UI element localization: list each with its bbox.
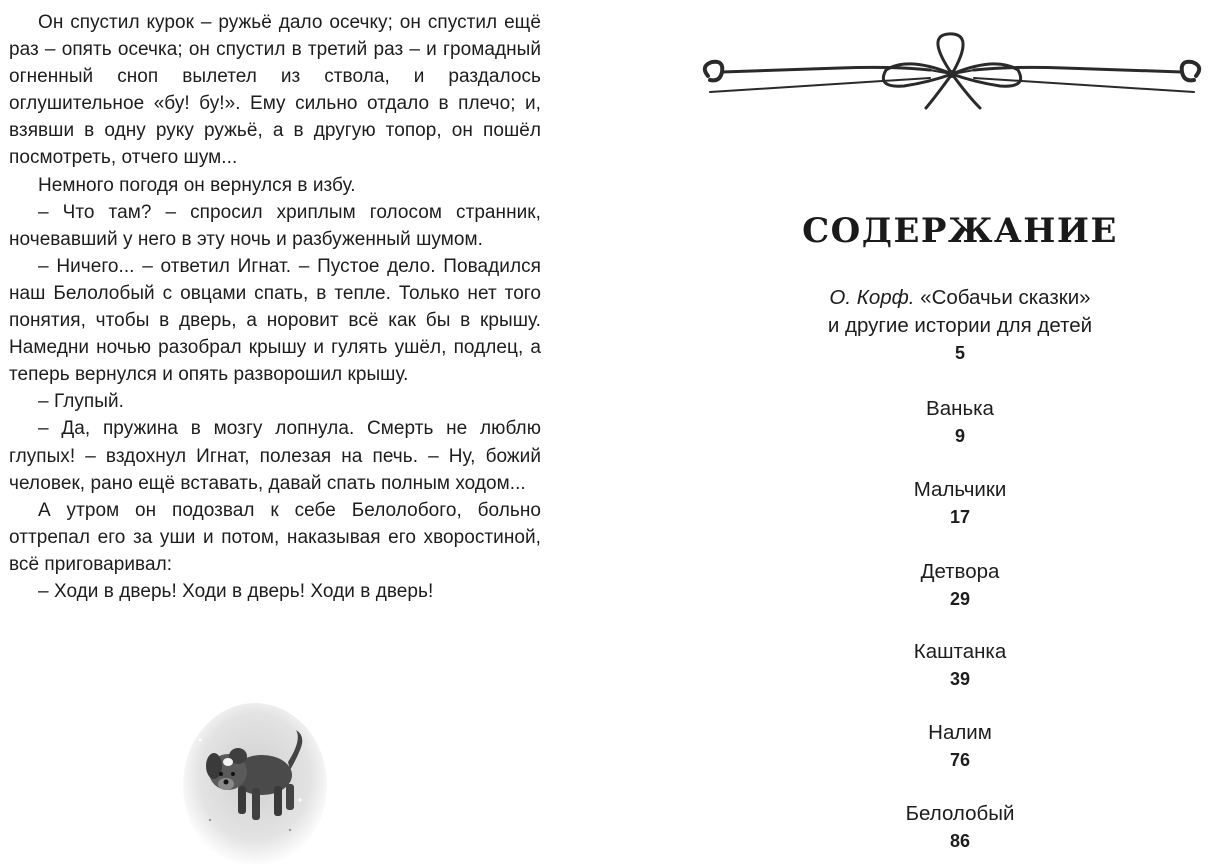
toc-title: Детвора bbox=[920, 560, 1000, 583]
story-paragraph: – Глупый. bbox=[38, 391, 124, 413]
toc-entry bbox=[750, 719, 1170, 773]
decorative-flourish-icon bbox=[690, 26, 1214, 118]
toc-page-number: 86 bbox=[949, 831, 971, 851]
left-page bbox=[0, 0, 560, 864]
toc-entry bbox=[750, 284, 1170, 366]
toc-title: Белолобый bbox=[905, 802, 1015, 825]
puppy-illustration bbox=[180, 700, 330, 864]
story-paragraph: Немного погодя он вернулся в избу. bbox=[38, 174, 356, 196]
toc-page-number: 76 bbox=[949, 750, 971, 770]
toc-page-number: 39 bbox=[949, 669, 971, 689]
toc-title: Каштанка bbox=[913, 640, 1007, 663]
story-text bbox=[9, 9, 541, 605]
page-title: СОДЕРЖАНИЕ bbox=[802, 211, 1118, 251]
toc-page-number: 5 bbox=[954, 343, 965, 363]
toc-entry bbox=[750, 395, 1170, 449]
right-page bbox=[690, 0, 1214, 864]
story-paragraph: – Ничего... – ответил Игнат. – Пустое дело. Повадился наш Белолобый с овцами спать, в тепле. Только нет того понятия, чтобы в дверь, а норовит всё как бы в крышу. Намедни ночью разобрал крышу и гулять ушёл, подлец, а теперь вернулся и опять разворошил крышу. bbox=[9, 255, 541, 386]
story-paragraph: – Ходи в дверь! Ходи в дверь! Ходи в дверь! bbox=[38, 580, 434, 602]
story-paragraph: Он спустил курок – ружьё дало осечку; он спустил ещё раз – опять осечка; он спустил в третий раз – и громадный огненный сноп вылетел из ствола, и раздалось оглушительное «бу! бу!». Ему сильно отдало в плечо; и, взявши в одну руку ружьё, а в другую топор, он пошёл посмотреть, отчего шум... bbox=[9, 12, 541, 169]
story-paragraph: – Да, пружина в мозгу лопнула. Смерть не люблю глупых! – вздохнул Игнат, полезая на печь. – Ну, божий человек, рано ещё вставать, давай спать полным ходом... bbox=[9, 418, 541, 494]
toc-title: «Собачьи сказки» bbox=[920, 286, 1091, 309]
toc-entry bbox=[750, 800, 1170, 854]
toc-page-number: 9 bbox=[954, 426, 965, 446]
story-paragraph: А утром он подозвал к себе Белолобого, больно оттрепал его за уши и потом, наказывая его хворостиной, всё приговаривал: bbox=[9, 499, 541, 575]
toc-entry bbox=[750, 558, 1170, 612]
toc-title: Налим bbox=[928, 721, 992, 744]
toc-entry bbox=[750, 476, 1170, 530]
toc-title: и другие истории для детей bbox=[827, 314, 1093, 337]
toc-author: О. Корф. bbox=[829, 286, 915, 309]
story-paragraph: – Что там? – спросил хриплым голосом странник, ночевавший у него в эту ночь и разбуженный шумом. bbox=[9, 201, 541, 250]
toc-page-number: 29 bbox=[949, 589, 971, 609]
toc-page-number: 17 bbox=[949, 507, 971, 527]
toc-entry bbox=[750, 638, 1170, 692]
toc-title: Ванька bbox=[926, 397, 994, 420]
toc-title: Мальчики bbox=[913, 478, 1007, 501]
